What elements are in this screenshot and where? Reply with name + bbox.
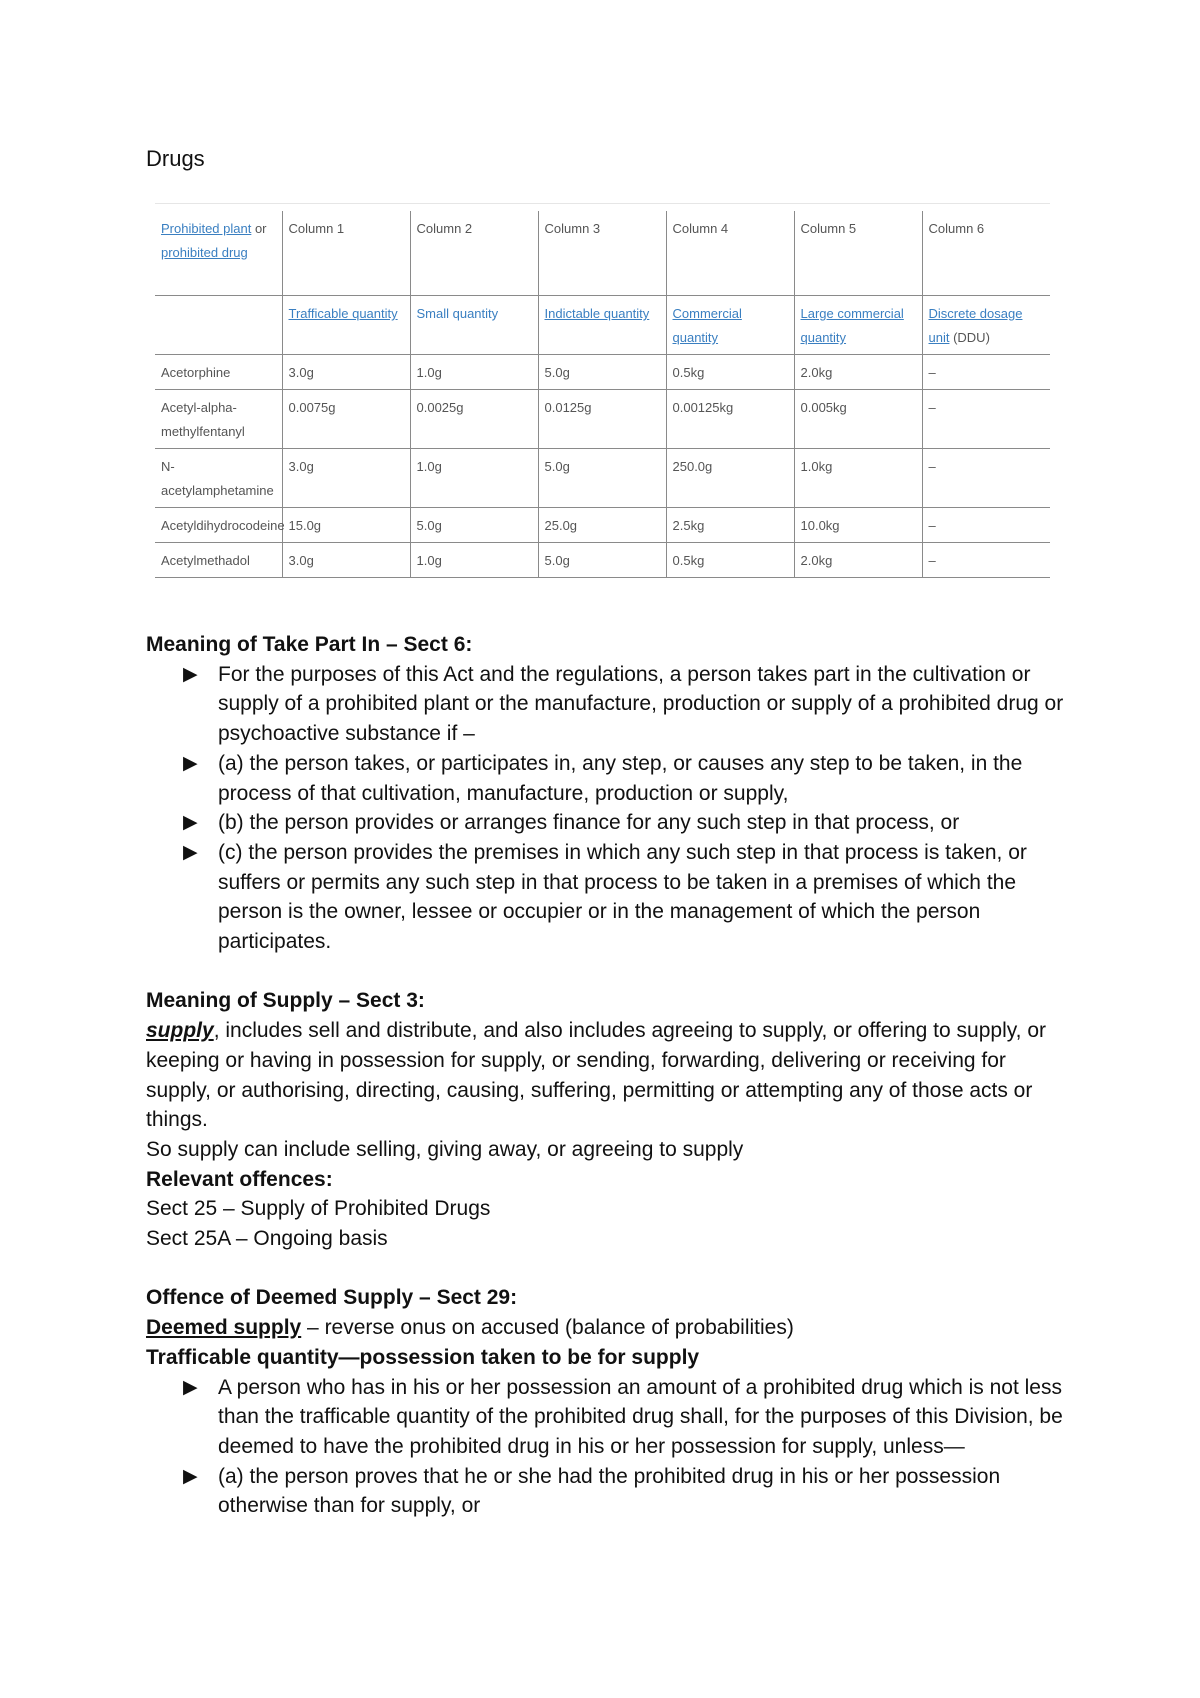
sect29-bullet-list	[146, 1373, 1076, 1522]
bullet-text: A person who has in his or her possession an amount of a prohibited drug which is not less than the trafficable quantity of the prohibited drug shall, for the purposes of this Division, be deemed to have the prohibited drug in his or her possession for supply, unless—	[218, 1375, 1063, 1458]
value-cell: 2.5kg	[666, 508, 794, 543]
value-cell: 0.005kg	[794, 390, 922, 449]
value-cell: 5.0g	[538, 449, 666, 508]
table-row	[155, 508, 1050, 543]
supply-term: supply	[146, 1019, 214, 1043]
header-column-2: Column 2	[410, 211, 538, 296]
value-cell: 1.0g	[410, 543, 538, 578]
value-cell: 3.0g	[282, 449, 410, 508]
prohibited-drug-link[interactable]: prohibited drug	[161, 245, 248, 260]
table-subheader-row	[155, 296, 1050, 355]
drug-name-cell: Acetyldihydrocodeine	[155, 508, 282, 543]
value-cell: 5.0g	[410, 508, 538, 543]
value-cell: 1.0g	[410, 449, 538, 508]
offence-sect25: Sect 25 – Supply of Prohibited Drugs	[146, 1197, 491, 1221]
list-item	[146, 838, 1076, 957]
sect6-heading: Meaning of Take Part In – Sect 6:	[146, 633, 473, 656]
offence-sect25a: Sect 25A – Ongoing basis	[146, 1227, 388, 1251]
arrow-bullet-icon: ▶	[183, 1376, 198, 1398]
supply-definition	[146, 1016, 1076, 1135]
list-item	[146, 1462, 1076, 1521]
trafficable-quantity-link[interactable]: Trafficable quantity	[288, 306, 398, 321]
commercial-quantity-link[interactable]: Commercial quantity	[672, 306, 742, 345]
bullet-text: (a) the person proves that he or she had the prohibited drug in his or her possession otherwise than for supply, or	[218, 1464, 1001, 1518]
prohibited-plant-link[interactable]: Prohibited plant	[161, 221, 252, 236]
ddu-suffix: (DDU)	[949, 330, 990, 345]
value-cell: 5.0g	[538, 543, 666, 578]
value-cell: 250.0g	[666, 449, 794, 508]
deemed-supply-line	[146, 1313, 1076, 1343]
page-title: Drugs	[146, 146, 205, 171]
header-column-6: Column 6	[922, 211, 1050, 296]
header-column-4: Column 4	[666, 211, 794, 296]
value-cell: 2.0kg	[794, 355, 922, 390]
deemed-supply-text: – reverse onus on accused (balance of probabilities)	[301, 1316, 794, 1340]
subheader-cell	[794, 296, 922, 355]
value-cell: 10.0kg	[794, 508, 922, 543]
value-cell: 0.00125kg	[666, 390, 794, 449]
arrow-bullet-icon: ▶	[183, 841, 198, 863]
header-column-5: Column 5	[794, 211, 922, 296]
subheader-cell	[666, 296, 794, 355]
value-cell: –	[922, 508, 1050, 543]
small-quantity-label: Small quantity	[416, 306, 499, 321]
table-row	[155, 355, 1050, 390]
table-row	[155, 390, 1050, 449]
value-cell: 0.0075g	[282, 390, 410, 449]
subheader-cell	[410, 296, 538, 355]
value-cell: 0.0025g	[410, 390, 538, 449]
subheader-empty-cell	[155, 296, 282, 355]
relevant-offences-heading: Relevant offences:	[146, 1167, 333, 1191]
sect6-bullet-list	[146, 660, 1076, 957]
value-cell: 3.0g	[282, 543, 410, 578]
subheader-cell	[922, 296, 1050, 355]
value-cell: –	[922, 449, 1050, 508]
list-item	[146, 808, 1076, 838]
arrow-bullet-icon: ▶	[183, 1465, 198, 1487]
table-row	[155, 543, 1050, 578]
supply-definition-text: , includes sell and distribute, and also includes agreeing to supply, or offering to supply, or keeping or having in possession for supply, or sending, forwarding, delivering or receiving for supply, or authorising, directing, causing, suffering, permitting or attempting any of those acts or things.	[146, 1019, 1047, 1132]
list-item	[146, 749, 1076, 808]
discrete-dosage-unit-link[interactable]: Discrete dosage unit	[928, 306, 1023, 345]
list-item	[146, 660, 1076, 749]
bullet-text: (c) the person provides the premises in which any such step in that process is taken, or suffers or permits any such step in that process to be taken in a premises of which the person is the owner, lessee or occupier or in the management of which the person participates.	[218, 840, 1027, 954]
value-cell: 0.5kg	[666, 355, 794, 390]
trafficable-quantity-subheading: Trafficable quantity—possession taken to be for supply	[146, 1345, 700, 1369]
header-column-3: Column 3	[538, 211, 666, 296]
value-cell: 1.0g	[410, 355, 538, 390]
document-body	[146, 630, 1076, 1521]
arrow-bullet-icon: ▶	[183, 812, 198, 834]
sect3-heading: Meaning of Supply – Sect 3:	[146, 989, 425, 1013]
drug-quantities-table	[155, 211, 1050, 578]
value-cell: –	[922, 543, 1050, 578]
arrow-bullet-icon: ▶	[183, 663, 198, 685]
value-cell: –	[922, 355, 1050, 390]
sect29-heading: Offence of Deemed Supply – Sect 29:	[146, 1286, 518, 1310]
table-top-rule	[155, 203, 1050, 204]
drug-name-cell: Acetylmethadol	[155, 543, 282, 578]
large-commercial-quantity-link[interactable]: Large commercial quantity	[800, 306, 904, 345]
list-item	[146, 1373, 1076, 1462]
bullet-text: (b) the person provides or arranges finance for any such step in that process, or	[218, 811, 960, 835]
spacer	[146, 1254, 1076, 1284]
header-column-1: Column 1	[282, 211, 410, 296]
deemed-supply-term: Deemed supply	[146, 1316, 302, 1340]
drug-name-cell: Acetorphine	[155, 355, 282, 390]
drug-name-cell: Acetyl-alpha-methylfentanyl	[155, 390, 282, 449]
value-cell: 3.0g	[282, 355, 410, 390]
header-cell-plant-drug	[155, 211, 282, 296]
bullet-text: (a) the person takes, or participates in, any step, or causes any step to be taken, in the process of that cultivation, manufacture, production or supply,	[218, 751, 1023, 805]
spacer	[146, 957, 1076, 987]
value-cell: 2.0kg	[794, 543, 922, 578]
value-cell: 15.0g	[282, 508, 410, 543]
value-cell: 0.0125g	[538, 390, 666, 449]
value-cell: 1.0kg	[794, 449, 922, 508]
value-cell: 0.5kg	[666, 543, 794, 578]
value-cell: –	[922, 390, 1050, 449]
indictable-quantity-link[interactable]: Indictable quantity	[544, 306, 650, 321]
arrow-bullet-icon: ▶	[183, 752, 198, 774]
bullet-text: For the purposes of this Act and the regulations, a person takes part in the cultivation or supply of a prohibited plant or the manufacture, production or supply of a prohibited drug or psychoactive substance if –	[218, 662, 1064, 746]
supply-summary: So supply can include selling, giving away, or agreeing to supply	[146, 1137, 744, 1161]
value-cell: 25.0g	[538, 508, 666, 543]
subheader-cell	[282, 296, 410, 355]
header-cell-connector: or	[251, 221, 267, 236]
table-header-row	[155, 211, 1050, 296]
value-cell: 5.0g	[538, 355, 666, 390]
subheader-cell	[538, 296, 666, 355]
table-row	[155, 449, 1050, 508]
drug-name-cell: N-acetylamphetamine	[155, 449, 282, 508]
